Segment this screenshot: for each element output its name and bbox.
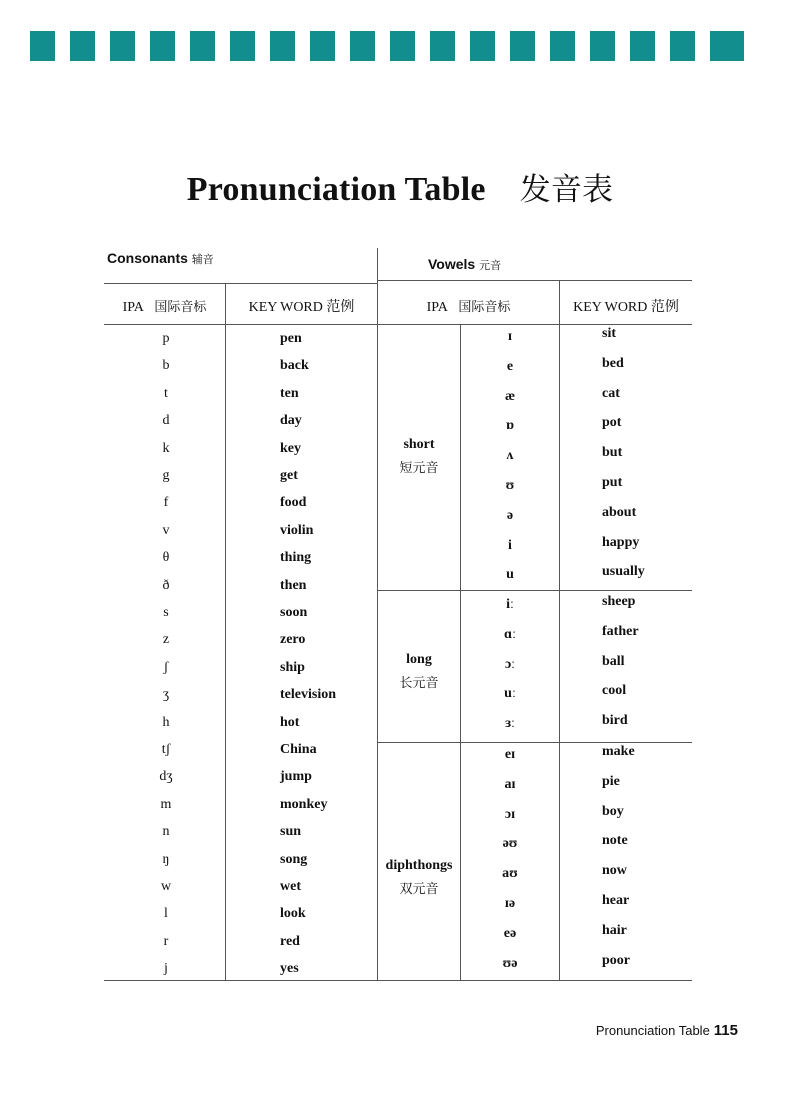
consonant-ipa: j <box>164 961 168 977</box>
consonant-ipa: z <box>162 632 170 648</box>
vowel-ipa-header-label: IPA <box>426 300 448 315</box>
page-number: 115 <box>713 1022 738 1039</box>
vowel-ipa: aʊ <box>502 866 518 882</box>
consonant-ipa: s <box>163 605 169 620</box>
vowel-keyword: ball <box>602 653 625 669</box>
vowel-keyword: boy <box>602 803 624 819</box>
footer-label: Pronunciation Table <box>595 1023 710 1038</box>
long-diphthong-rule <box>377 742 692 743</box>
consonant-ipa: g <box>162 468 170 483</box>
consonant-keyword: soon <box>280 605 308 620</box>
consonants-heading-zh: 辅音 <box>191 253 214 266</box>
vowel-ipa: æ <box>504 388 516 404</box>
cons-ipa-header-zh: 国际音标 <box>154 300 207 315</box>
vowels-heading-zh: 元音 <box>479 259 502 272</box>
vowel-keyword: poor <box>602 952 630 968</box>
vowel-group-name: long <box>406 652 432 667</box>
vowel-ipa: ɔɪ <box>504 806 516 822</box>
vowel-group-short <box>377 437 461 476</box>
consonant-ipa: r <box>163 933 169 949</box>
consonant-keyword: yes <box>280 961 299 977</box>
consonant-ipa: dʒ <box>159 769 173 785</box>
consonant-ipa: k <box>162 440 170 456</box>
vowels-heading-en: Vowels <box>428 256 476 272</box>
consonants-top-rule <box>104 283 377 284</box>
divider-cons-ipa <box>225 284 226 980</box>
consonant-keyword: key <box>280 440 301 456</box>
vowel-keyword: now <box>602 863 627 879</box>
consonant-keyword: food <box>280 495 307 511</box>
consonant-keyword: day <box>280 413 302 429</box>
consonant-ipa: ʒ <box>162 687 170 703</box>
vowel-ipa: ʌ <box>506 448 514 464</box>
vowel-ipa: ɔː <box>504 656 516 672</box>
vowel-group-name: short <box>403 437 435 452</box>
vowel-keyword: hear <box>602 893 630 908</box>
vowel-group-name-zh: 双元音 <box>399 882 439 897</box>
vowel-keyword: about <box>602 504 637 520</box>
short-long-rule <box>377 590 692 591</box>
vowel-keyword: sit <box>602 326 616 341</box>
vowel-group-name: diphthongs <box>385 858 453 873</box>
vowel-group-long <box>377 652 461 691</box>
consonant-ipa: b <box>162 358 170 374</box>
vowel-ipa: ʊə <box>502 955 518 971</box>
consonant-keyword: violin <box>280 522 314 538</box>
vowel-ipa: aɪ <box>504 776 516 792</box>
vowel-keyword: pie <box>602 773 620 789</box>
title-en: Pronunciation Table <box>186 171 486 208</box>
cons-ipa-header-label: IPA <box>122 300 144 315</box>
consonant-keyword: zero <box>280 632 306 648</box>
consonant-keyword: television <box>280 687 336 703</box>
consonant-keyword: wet <box>280 879 301 894</box>
vowel-ipa: ə <box>506 507 514 523</box>
consonant-keyword: thing <box>280 550 312 566</box>
consonant-ipa: w <box>160 879 172 894</box>
consonant-ipa: tʃ <box>161 742 171 757</box>
vowel-keyword: cool <box>602 683 627 699</box>
consonant-ipa: f <box>163 495 169 511</box>
vowels-top-rule <box>377 280 692 281</box>
vowel-keyword-header: KEY WORD 范例 <box>573 300 679 315</box>
vowel-keyword: pot <box>602 415 622 431</box>
vowel-ipa: ɪ <box>507 329 513 344</box>
vowel-keyword: but <box>602 445 623 461</box>
consonant-ipa: θ <box>162 550 170 566</box>
consonant-keyword: back <box>280 358 309 374</box>
decorative-header-strip <box>30 31 751 61</box>
page-footer <box>596 1022 738 1039</box>
vowel-keyword: father <box>602 623 639 639</box>
consonant-keyword: monkey <box>280 796 328 812</box>
consonant-keyword: get <box>280 468 298 483</box>
vowel-ipa: əʊ <box>502 836 518 852</box>
consonant-ipa: m <box>160 796 172 812</box>
consonant-ipa: v <box>162 522 170 538</box>
consonant-ipa: ŋ <box>162 851 170 867</box>
consonant-ipa: p <box>162 331 170 346</box>
vowel-keyword: happy <box>602 534 640 550</box>
vowel-ipa: iː <box>506 597 514 612</box>
vowel-group-name-zh: 短元音 <box>399 461 439 476</box>
consonant-keyword: jump <box>280 769 312 785</box>
vowel-keyword: put <box>602 475 623 490</box>
vowel-ipa-header-zh: 国际音标 <box>458 300 511 315</box>
vowel-ipa: ʊ <box>505 478 515 493</box>
vowel-ipa: uː <box>504 686 516 702</box>
vowel-ipa: ɜː <box>505 716 515 732</box>
consonant-keyword: then <box>280 577 307 593</box>
consonants-heading <box>107 250 214 267</box>
vowel-ipa-header <box>378 296 559 316</box>
vowel-keyword: bed <box>602 355 624 371</box>
vowel-ipa: ɒ <box>505 418 515 434</box>
table-bottom-rule <box>104 980 692 981</box>
vowel-keyword: usually <box>602 564 645 580</box>
divider-vowel-keyword <box>559 280 560 980</box>
consonant-keyword: sun <box>280 824 302 840</box>
vowel-keyword: cat <box>602 385 620 401</box>
consonant-keyword: China <box>280 742 317 757</box>
consonant-ipa: l <box>164 906 168 922</box>
vowel-keyword: make <box>602 744 635 759</box>
vowel-group-diphthongs <box>377 858 461 897</box>
vowel-ipa: i <box>508 537 512 553</box>
consonant-keyword: song <box>280 851 308 867</box>
page-title <box>0 164 800 209</box>
vowel-ipa: ɪə <box>504 896 516 911</box>
consonant-ipa: ʃ <box>163 659 169 675</box>
consonant-keyword: pen <box>280 331 302 346</box>
consonant-ipa: d <box>162 413 170 429</box>
vowels-heading <box>428 256 501 273</box>
consonant-keyword: look <box>280 906 306 922</box>
vowel-ipa: e <box>506 358 514 374</box>
vowel-group-name-zh: 长元音 <box>399 676 439 691</box>
consonants-heading-en: Consonants <box>107 250 188 266</box>
consonant-ipa: t <box>164 385 168 401</box>
vowel-ipa: ɑː <box>504 626 516 642</box>
vowel-ipa: eə <box>503 925 517 941</box>
title-zh: 发音表 <box>519 172 614 208</box>
vowel-keyword: bird <box>602 713 628 729</box>
consonant-ipa: n <box>162 824 170 840</box>
consonant-ipa: h <box>162 714 170 730</box>
consonant-keyword: ship <box>280 659 305 675</box>
consonant-ipa: ð <box>162 577 170 593</box>
cons-keyword-header: KEY WORD 范例 <box>248 300 355 315</box>
consonant-keyword: ten <box>280 385 299 401</box>
vowel-keyword: note <box>602 833 628 849</box>
vowel-keyword: sheep <box>602 594 636 609</box>
vowel-ipa: eɪ <box>504 747 516 762</box>
cons-ipa-header <box>104 296 225 316</box>
header-bottom-rule <box>104 324 692 325</box>
vowel-keyword: hair <box>602 922 627 938</box>
vowel-ipa: u <box>506 567 514 583</box>
consonant-keyword: hot <box>280 714 300 730</box>
consonant-keyword: red <box>280 933 300 949</box>
